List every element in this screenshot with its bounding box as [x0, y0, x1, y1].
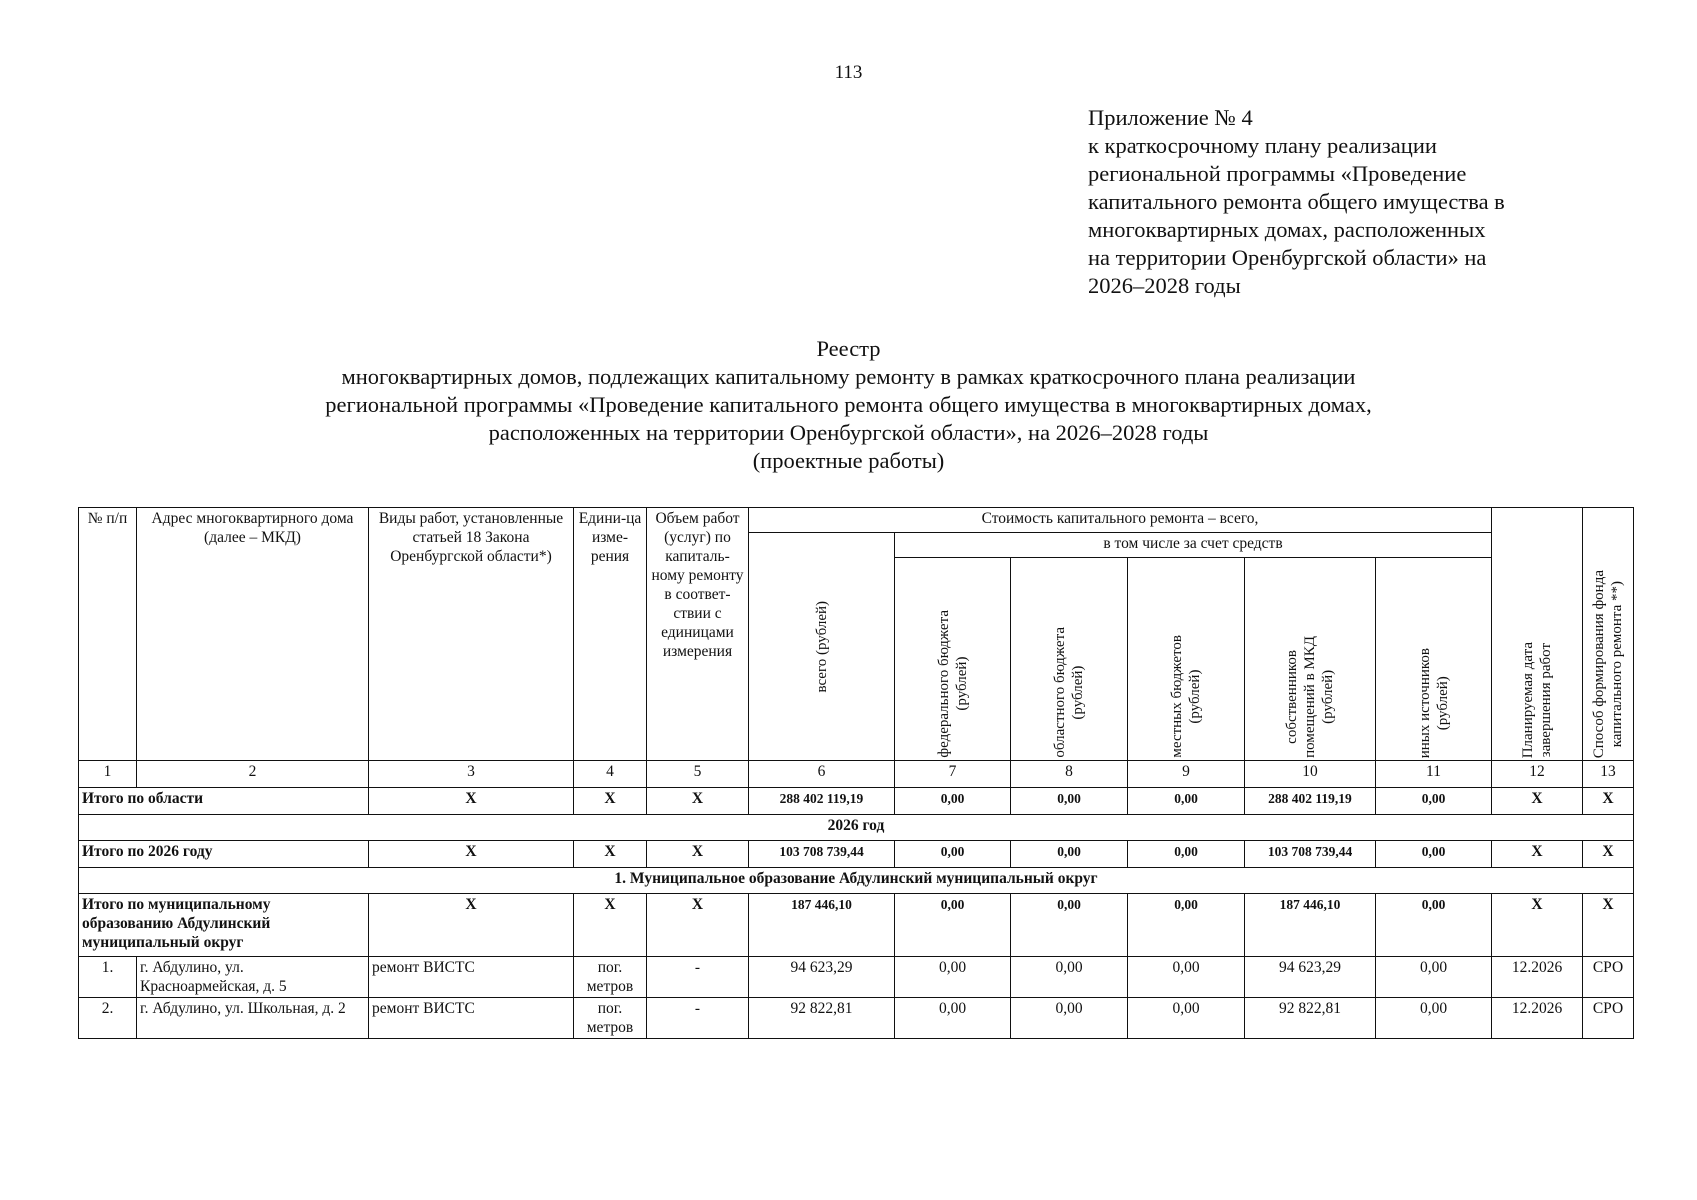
column-number-row — [79, 761, 1634, 788]
cell-method: X — [1583, 788, 1634, 815]
cell-total: 94 623,29 — [749, 957, 895, 998]
col-number: 11 — [1376, 761, 1492, 788]
cell-federal: 0,00 — [895, 788, 1011, 815]
cell-owners: 187 446,10 — [1245, 894, 1376, 957]
cell-work: X — [369, 841, 574, 868]
cell-date: 12.2026 — [1492, 998, 1583, 1039]
document-title — [0, 335, 1697, 475]
title-line: Реестр — [816, 336, 881, 361]
cell-date: X — [1492, 841, 1583, 868]
cell-regional: 0,00 — [1011, 788, 1128, 815]
cell-work: ремонт ВИСТС — [369, 998, 574, 1039]
cell-local: 0,00 — [1128, 998, 1245, 1039]
header-local: местных бюджетов (рублей) — [1128, 558, 1245, 761]
col-number: 9 — [1128, 761, 1245, 788]
cell-regional: 0,00 — [1011, 841, 1128, 868]
cell-num: 2. — [79, 998, 137, 1039]
header-work-types: Виды работ, установленные статьей 18 Закона Оренбургской области*) — [369, 508, 574, 761]
header-total-rub: всего (рублей) — [749, 533, 895, 761]
registry-table — [78, 507, 1634, 1039]
cell-total: 92 822,81 — [749, 998, 895, 1039]
header-planned-date: Планируемая дата завершения работ — [1492, 508, 1583, 761]
cell-other: 0,00 — [1376, 788, 1492, 815]
cell-unit: X — [574, 894, 647, 957]
appendix-line: 2026–2028 годы — [1088, 273, 1241, 298]
col-number: 3 — [369, 761, 574, 788]
appendix-line: региональной программы «Проведение — [1088, 161, 1467, 186]
col-number: 1 — [79, 761, 137, 788]
title-line: (проектные работы) — [752, 448, 945, 473]
header-federal: федерального бюджета (рублей) — [895, 558, 1011, 761]
cell-other: 0,00 — [1376, 998, 1492, 1039]
cell-total: 187 446,10 — [749, 894, 895, 957]
totals-label: Итого по 2026 году — [79, 841, 369, 868]
header-including: в том числе за счет средств — [895, 533, 1492, 558]
header-cost-total: Стоимость капитального ремонта – всего, — [749, 508, 1492, 533]
cell-volume: X — [647, 788, 749, 815]
municipality-heading-row — [79, 868, 1634, 894]
header-num: № п/п — [79, 508, 137, 761]
col-number: 12 — [1492, 761, 1583, 788]
col-number: 5 — [647, 761, 749, 788]
totals-label: Итого по муниципальному образованию Абдулинский муниципальный округ — [79, 894, 369, 957]
cell-volume: X — [647, 841, 749, 868]
cell-date: X — [1492, 894, 1583, 957]
cell-date: X — [1492, 788, 1583, 815]
cell-volume: - — [647, 957, 749, 998]
totals-region-row — [79, 788, 1634, 815]
cell-total: 103 708 739,44 — [749, 841, 895, 868]
cell-work: ремонт ВИСТС — [369, 957, 574, 998]
cell-total: 288 402 119,19 — [749, 788, 895, 815]
cell-method: СРО — [1583, 957, 1634, 998]
cell-method: СРО — [1583, 998, 1634, 1039]
cell-unit: пог. метров — [574, 998, 647, 1039]
cell-federal: 0,00 — [895, 957, 1011, 998]
year-heading-row — [79, 815, 1634, 841]
totals-municipality-row — [79, 894, 1634, 957]
header-fund-method: Способ формирования фонда капитального ремонта **) — [1583, 508, 1634, 761]
cell-owners: 288 402 119,19 — [1245, 788, 1376, 815]
appendix-line: капитального ремонта общего имущества в — [1088, 189, 1505, 214]
title-line: многоквартирных домов, подлежащих капитальному ремонту в рамках краткосрочного плана реализации — [341, 364, 1356, 389]
col-number: 7 — [895, 761, 1011, 788]
cell-num: 1. — [79, 957, 137, 998]
page-number: 113 — [834, 62, 863, 83]
cell-date: 12.2026 — [1492, 957, 1583, 998]
appendix-line: на территории Оренбургской области» на — [1088, 245, 1487, 270]
cell-address: г. Абдулино, ул. Красноармейская, д. 5 — [137, 957, 369, 998]
cell-owners: 103 708 739,44 — [1245, 841, 1376, 868]
cell-local: 0,00 — [1128, 894, 1245, 957]
cell-owners: 92 822,81 — [1245, 998, 1376, 1039]
appendix-line: к краткосрочному плану реализации — [1088, 133, 1437, 158]
cell-volume: - — [647, 998, 749, 1039]
cell-other: 0,00 — [1376, 894, 1492, 957]
cell-regional: 0,00 — [1011, 894, 1128, 957]
cell-local: 0,00 — [1128, 788, 1245, 815]
cell-owners: 94 623,29 — [1245, 957, 1376, 998]
col-number: 13 — [1583, 761, 1634, 788]
year-heading: 2026 год — [79, 815, 1634, 841]
col-number: 10 — [1245, 761, 1376, 788]
header-row — [79, 508, 1634, 533]
cell-federal: 0,00 — [895, 894, 1011, 957]
cell-federal: 0,00 — [895, 998, 1011, 1039]
cell-method: X — [1583, 894, 1634, 957]
cell-method: X — [1583, 841, 1634, 868]
col-number: 8 — [1011, 761, 1128, 788]
cell-unit: X — [574, 841, 647, 868]
cell-other: 0,00 — [1376, 841, 1492, 868]
header-owners: собственников помещений в МКД (рублей) — [1245, 558, 1376, 761]
table-row — [79, 957, 1634, 998]
cell-regional: 0,00 — [1011, 998, 1128, 1039]
municipality-heading: 1. Муниципальное образование Абдулинский муниципальный округ — [79, 868, 1634, 894]
totals-label: Итого по области — [79, 788, 369, 815]
cell-work: X — [369, 788, 574, 815]
appendix-line: многоквартирных домах, расположенных — [1088, 217, 1486, 242]
table-row — [79, 998, 1634, 1039]
col-number: 6 — [749, 761, 895, 788]
cell-unit: X — [574, 788, 647, 815]
cell-federal: 0,00 — [895, 841, 1011, 868]
cell-volume: X — [647, 894, 749, 957]
cell-work: X — [369, 894, 574, 957]
cell-unit: пог. метров — [574, 957, 647, 998]
header-other: иных источников (рублей) — [1376, 558, 1492, 761]
cell-other: 0,00 — [1376, 957, 1492, 998]
appendix-line: Приложение № 4 — [1088, 105, 1253, 130]
cell-local: 0,00 — [1128, 841, 1245, 868]
header-address: Адрес многоквартирного дома (далее – МКД) — [137, 508, 369, 761]
cell-address: г. Абдулино, ул. Школьная, д. 2 — [137, 998, 369, 1039]
appendix-block — [1088, 104, 1608, 300]
col-number: 4 — [574, 761, 647, 788]
title-line: региональной программы «Проведение капитального ремонта общего имущества в многоквартирных домах, — [325, 392, 1372, 417]
totals-year-row — [79, 841, 1634, 868]
header-unit: Едини-ца изме-рения — [574, 508, 647, 761]
header-volume: Объем работ (услуг) по капиталь-ному ремонту в соответ-ствии с единицами измерения — [647, 508, 749, 761]
cell-local: 0,00 — [1128, 957, 1245, 998]
cell-regional: 0,00 — [1011, 957, 1128, 998]
header-regional: областного бюджета (рублей) — [1011, 558, 1128, 761]
col-number: 2 — [137, 761, 369, 788]
title-line: расположенных на территории Оренбургской области», на 2026–2028 годы — [488, 420, 1209, 445]
